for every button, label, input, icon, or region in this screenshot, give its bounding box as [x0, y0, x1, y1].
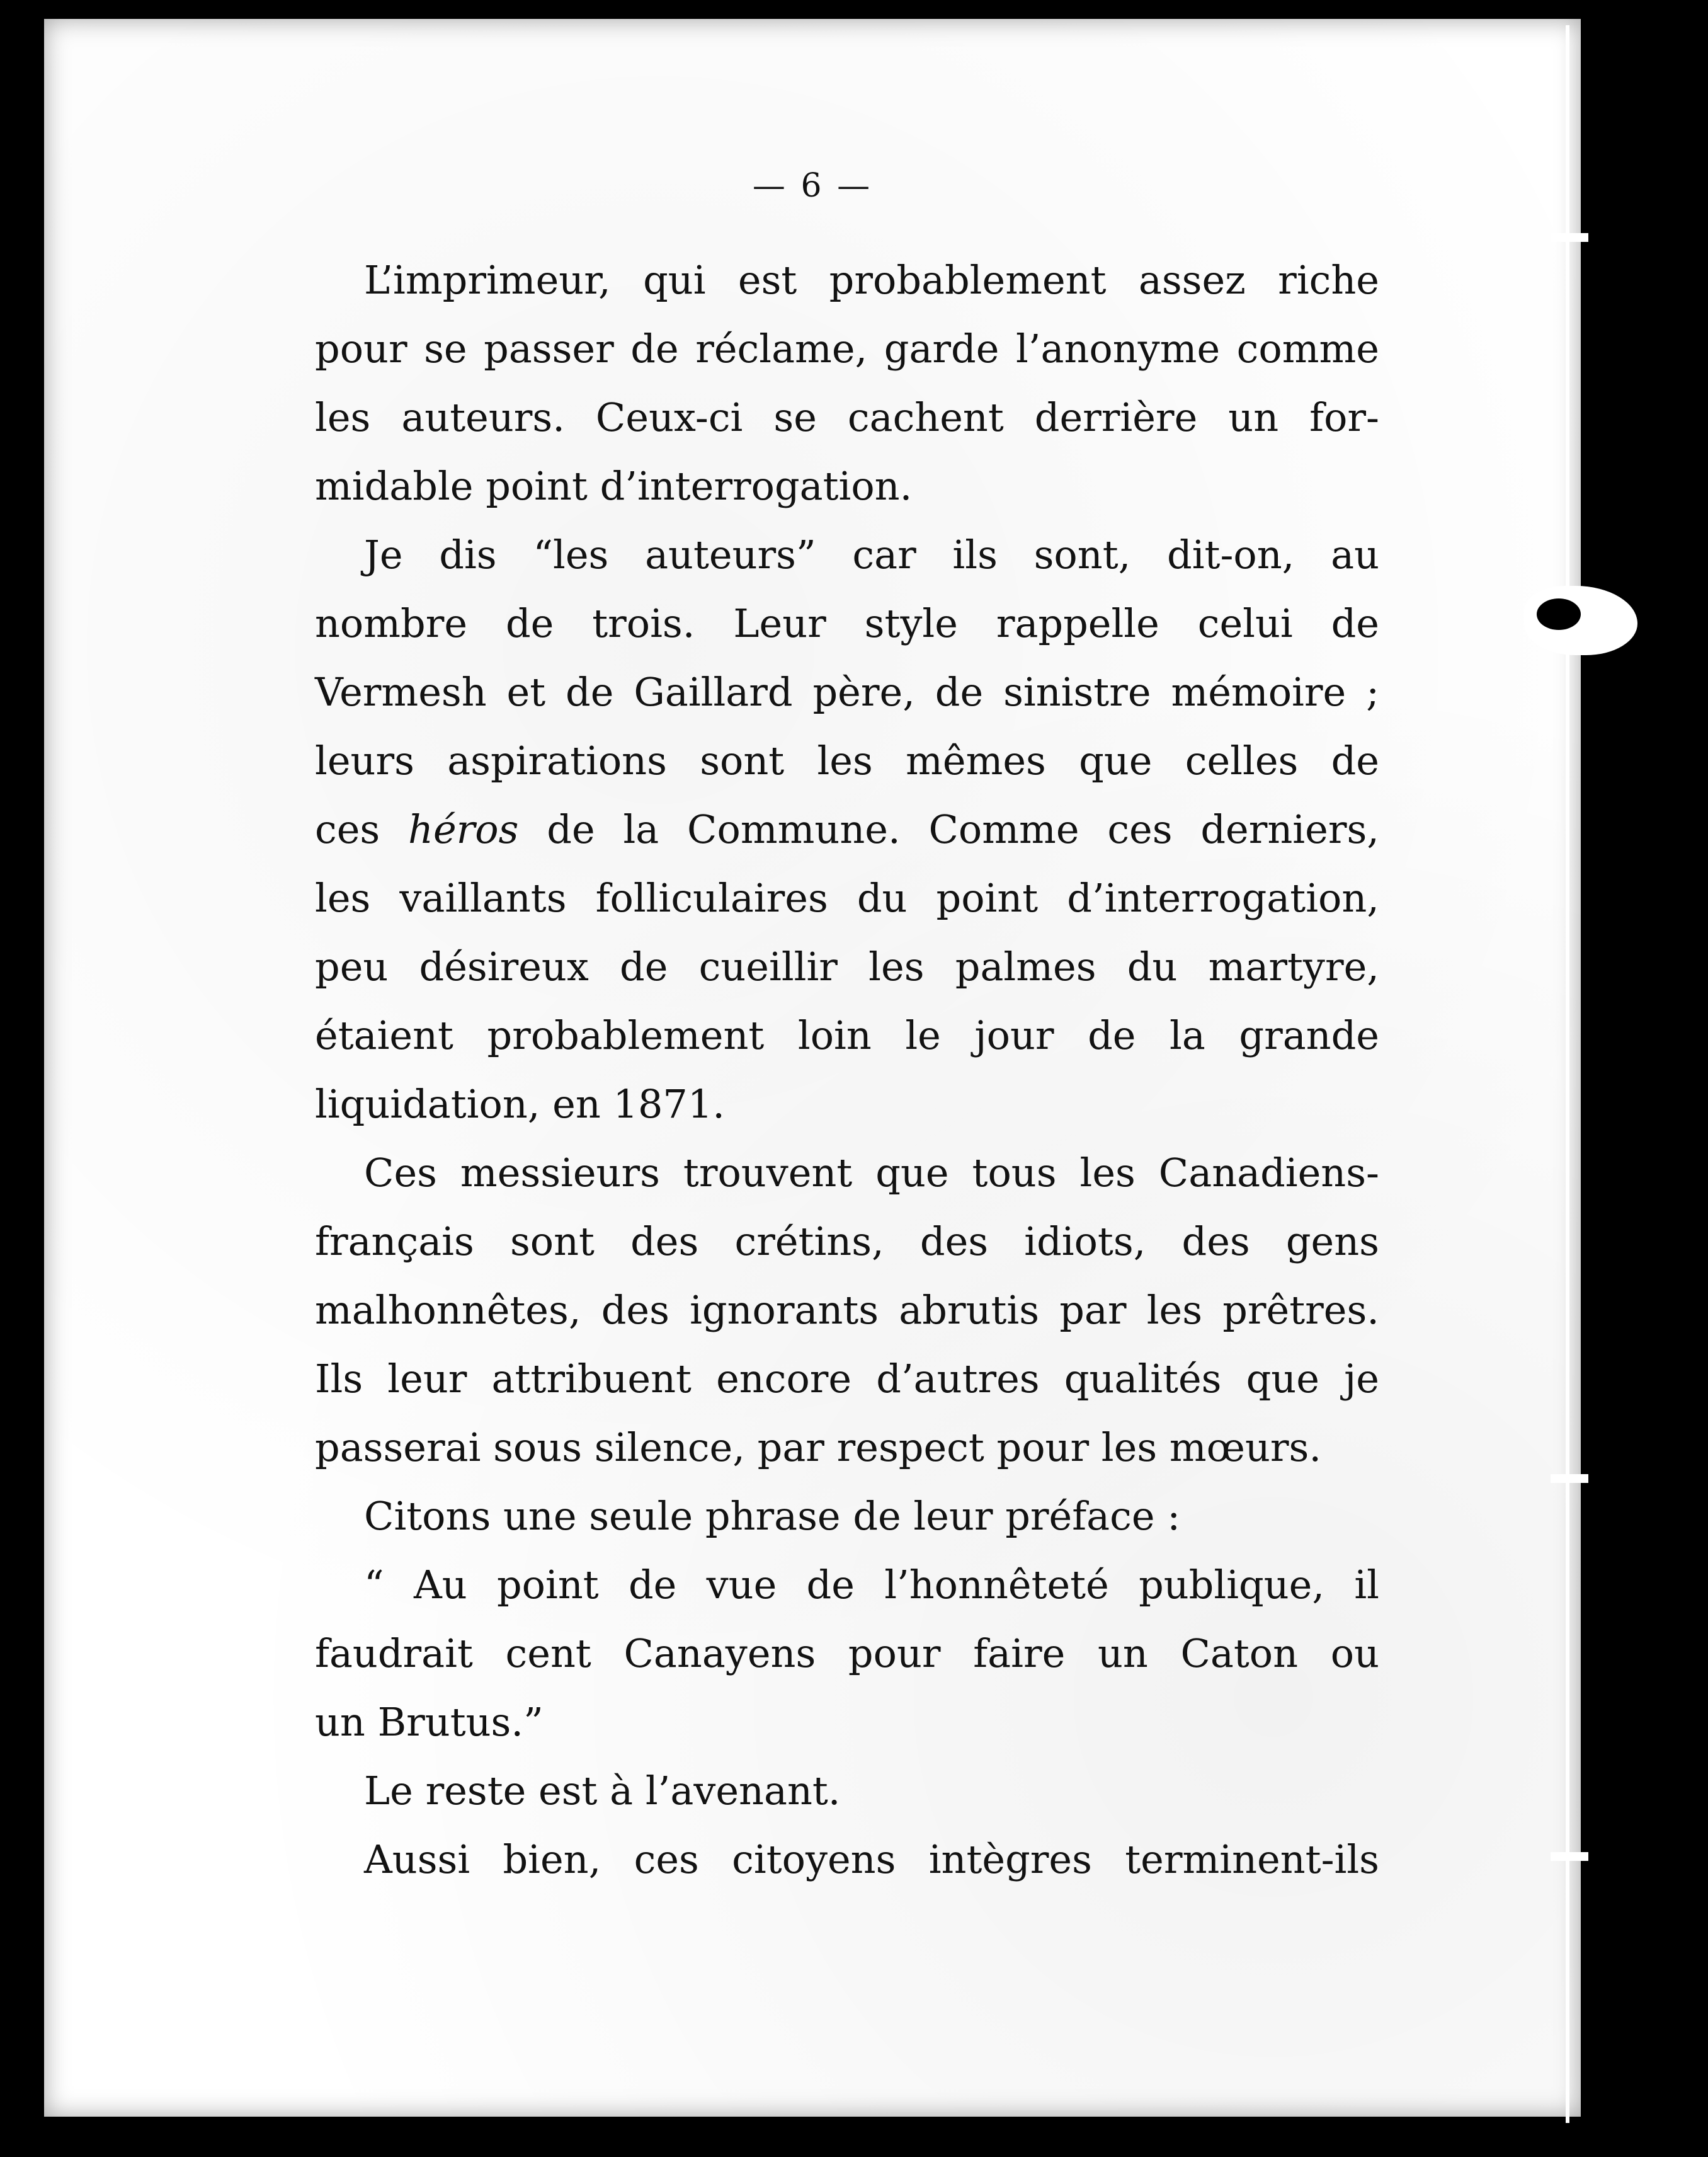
- text-line: L’imprimeur, qui est probablement assez riche: [364, 257, 1379, 303]
- text-line: Le reste est à l’avenant.: [364, 1768, 841, 1814]
- text-line: français sont des crétins, des idiots, des gens: [315, 1218, 1379, 1264]
- binding-stitch: [1551, 1474, 1588, 1483]
- paper-sheet: [44, 19, 1581, 2117]
- text-line: malhonnêtes, des ignorants abrutis par les prêtres.: [315, 1287, 1379, 1333]
- text-line: les auteurs. Ceux-ci se cachent derrière un for-: [315, 394, 1379, 440]
- text-line: nombre de trois. Leur style rappelle celui de: [315, 600, 1379, 646]
- text-line: midable point d’interrogation.: [315, 463, 913, 509]
- text-line: Ces messieurs trouvent que tous les Canadiens-: [364, 1150, 1379, 1196]
- body-text: [315, 246, 1379, 1894]
- text-line: Je dis “les auteurs” car ils sont, dit-on, au: [364, 532, 1379, 578]
- text-line: Aussi bien, ces citoyens intègres terminent-ils: [364, 1836, 1379, 1882]
- page-number: — 6 —: [752, 167, 873, 205]
- text-line: Citons une seule phrase de leur préface :: [364, 1493, 1181, 1539]
- binding-blot-shadow: [1537, 598, 1581, 630]
- binding-edge: [1566, 25, 1569, 2123]
- text-line: leurs aspirations sont les mêmes que celles de: [315, 738, 1379, 784]
- text-line: passerai sous silence, par respect pour les mœurs.: [315, 1424, 1322, 1470]
- text-line: “ Au point de vue de l’honnêteté publique, il: [364, 1562, 1379, 1608]
- text-line: un Brutus.”: [315, 1699, 544, 1745]
- text-line: les vaillants folliculaires du point d’interrogation,: [315, 875, 1379, 921]
- text-line: peu désireux de cueillir les palmes du martyre,: [315, 944, 1379, 990]
- binding-stitch: [1551, 233, 1588, 242]
- text-line: Vermesh et de Gaillard père, de sinistre mémoire ;: [315, 669, 1379, 715]
- italic-word: héros: [408, 806, 519, 852]
- text-line: étaient probablement loin le jour de la grande: [315, 1012, 1379, 1058]
- text-line: ces héros de la Commune. Comme ces derniers,: [315, 806, 1379, 852]
- text-line: pour se passer de réclame, garde l’anonyme comme: [315, 326, 1379, 372]
- text-line: liquidation, en 1871.: [315, 1081, 725, 1127]
- text-line: faudrait cent Canayens pour faire un Caton ou: [315, 1630, 1379, 1676]
- binding-stitch: [1551, 1852, 1588, 1861]
- text-line: Ils leur attribuent encore d’autres qualités que je: [315, 1356, 1379, 1402]
